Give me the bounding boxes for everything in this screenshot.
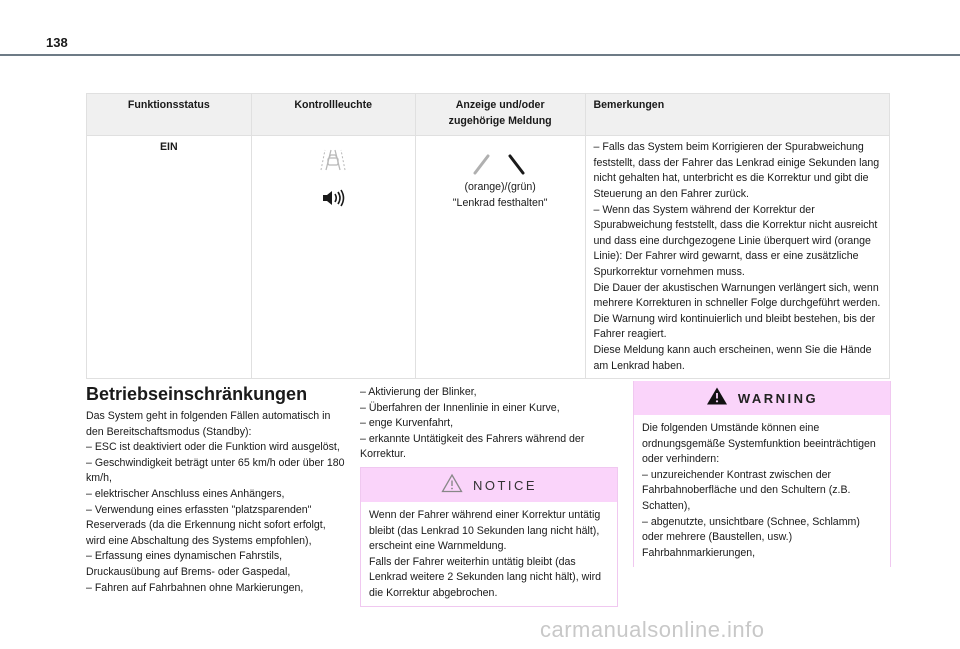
- col1-item: – Geschwindigkeit beträgt unter 65 km/h oder über 180 km/h,: [86, 456, 345, 485]
- header-lamp: Kontrollleuchte: [251, 94, 415, 136]
- col1-item: – elektrischer Anschluss eines Anhängers,: [86, 487, 285, 500]
- section-title: Betriebseinschränkungen: [86, 384, 308, 404]
- warning-text: – unzureichender Kontrast zwischen der Fahrbahnoberfläche und den Schultern (z.B. Schatten),: [642, 468, 851, 512]
- col1-item: – ESC ist deaktiviert oder die Funktion wird ausgelöst,: [86, 441, 340, 454]
- header-status: Funktionsstatus: [87, 94, 252, 136]
- remark-1: – Falls das System beim Korrigieren der Spurabweichung feststellt, dass der Fahrer das Lenkrad einige Sekunden lang nicht gehalten hat, unterbricht es die Korrektur und gibt die Steuerung an den Fahrer zurück.: [593, 141, 880, 200]
- notice-text: Wenn der Fahrer während einer Korrektur untätig bleibt (das Lenkrad 10 Sekunden lang nicht hält), erscheint eine Warnmeldung.: [369, 509, 601, 553]
- header-display-line1: Anzeige und/oder: [455, 99, 545, 111]
- lamp-cell: [251, 136, 415, 379]
- warning-text: Die folgenden Umstände können eine ordnungsgemäße Systemfunktion beeinträchtigen oder verhindern:: [642, 422, 876, 466]
- status-cell: EIN: [87, 136, 252, 379]
- warning-box: [633, 381, 891, 567]
- header-display-line2: zugehörige Meldung: [448, 114, 552, 127]
- header-display: [415, 94, 585, 136]
- page-number: 138: [46, 35, 68, 50]
- col1-item: – Fahren auf Fahrbahnen ohne Markierungen,: [86, 581, 304, 594]
- line-green-icon: [510, 156, 523, 173]
- col1-item: – Erfassung eines dynamischen Fahrstils, Druckausübung auf Brems- oder Gaspedal,: [86, 550, 291, 578]
- header-rule: [0, 54, 960, 56]
- lane-lines-icons: [424, 150, 577, 176]
- watermark: carmanualsonline.info: [540, 617, 765, 642]
- limitations-column-1: [86, 409, 346, 596]
- warning-text: – abgenutzte, unsichtbare (Schnee, Schlamm) oder mehrere (Baustellen, usw.) Fahrbahnmarkierungen,: [642, 515, 860, 559]
- notice-body: [361, 502, 617, 602]
- limitations-column-2: [360, 385, 616, 463]
- table-row: [87, 136, 890, 379]
- speaker-sound-icon: [260, 188, 407, 214]
- remark-2: – Wenn das System während der Korrektur der Spurabweichung feststellt, dass die Korrektur nicht ausreicht und dass eine durchgezogene Linie überquert wird (orange Linie): Der Fahrer wird gewarnt, dass er eine zusätzliche Spurkorrektur vornehmen muss.: [593, 203, 878, 278]
- col2-item: – Aktivierung der Blinker,: [360, 386, 477, 398]
- display-text-line2: "Lenkrad festhalten": [452, 196, 548, 209]
- notice-title: NOTICE: [472, 477, 538, 493]
- col1-item: Das System geht in folgenden Fällen automatisch in den Bereitschaftsmodus (Standby):: [86, 410, 331, 438]
- col1-item: – Verwendung eines erfassten "platzsparenden" Reserverads (da die Erkennung nicht sofort erfolgt, wird eine Abschaltung des Systems empfohlen),: [86, 503, 326, 547]
- line-orange-icon: [475, 156, 488, 173]
- display-text-line1: (orange)/(grün): [464, 181, 536, 194]
- header-remarks: Bemerkungen: [585, 94, 889, 136]
- remark-3: Die Dauer der akustischen Warnungen verlängert sich, wenn mehrere Korrekturen in schneller Folge durchgeführt werden. Die Warnung wird kontinuierlich und bleibt bestehen, bis der Fahrer reagiert.: [593, 281, 881, 341]
- notice-triangle-icon: [441, 473, 463, 498]
- warning-header: [634, 381, 890, 415]
- display-cell: [415, 136, 585, 379]
- warning-triangle-icon: [706, 386, 728, 411]
- warning-body: [634, 415, 890, 561]
- col2-item: – Überfahren der Innenlinie in einer Kurve,: [360, 401, 560, 414]
- table-header-row: [87, 94, 890, 136]
- remarks-cell: [585, 136, 889, 379]
- warning-title: WARNING: [737, 390, 819, 406]
- lane-keep-car-icon: [260, 146, 407, 180]
- col2-item: – enge Kurvenfahrt,: [360, 417, 454, 430]
- notice-text: Falls der Fahrer weiterhin untätig bleibt (das Lenkrad weitere 2 Sekunden lang nicht hält), wird die Korrektur abgebrochen.: [369, 555, 602, 599]
- remark-4: Diese Meldung kann auch erscheinen, wenn Sie die Hände am Lenkrad haben.: [593, 343, 872, 372]
- notice-header: [361, 468, 617, 502]
- function-status-table: [86, 93, 890, 379]
- col2-item: – erkannte Untätigkeit des Fahrers während der Korrektur.: [360, 432, 585, 461]
- notice-box: [360, 467, 618, 607]
